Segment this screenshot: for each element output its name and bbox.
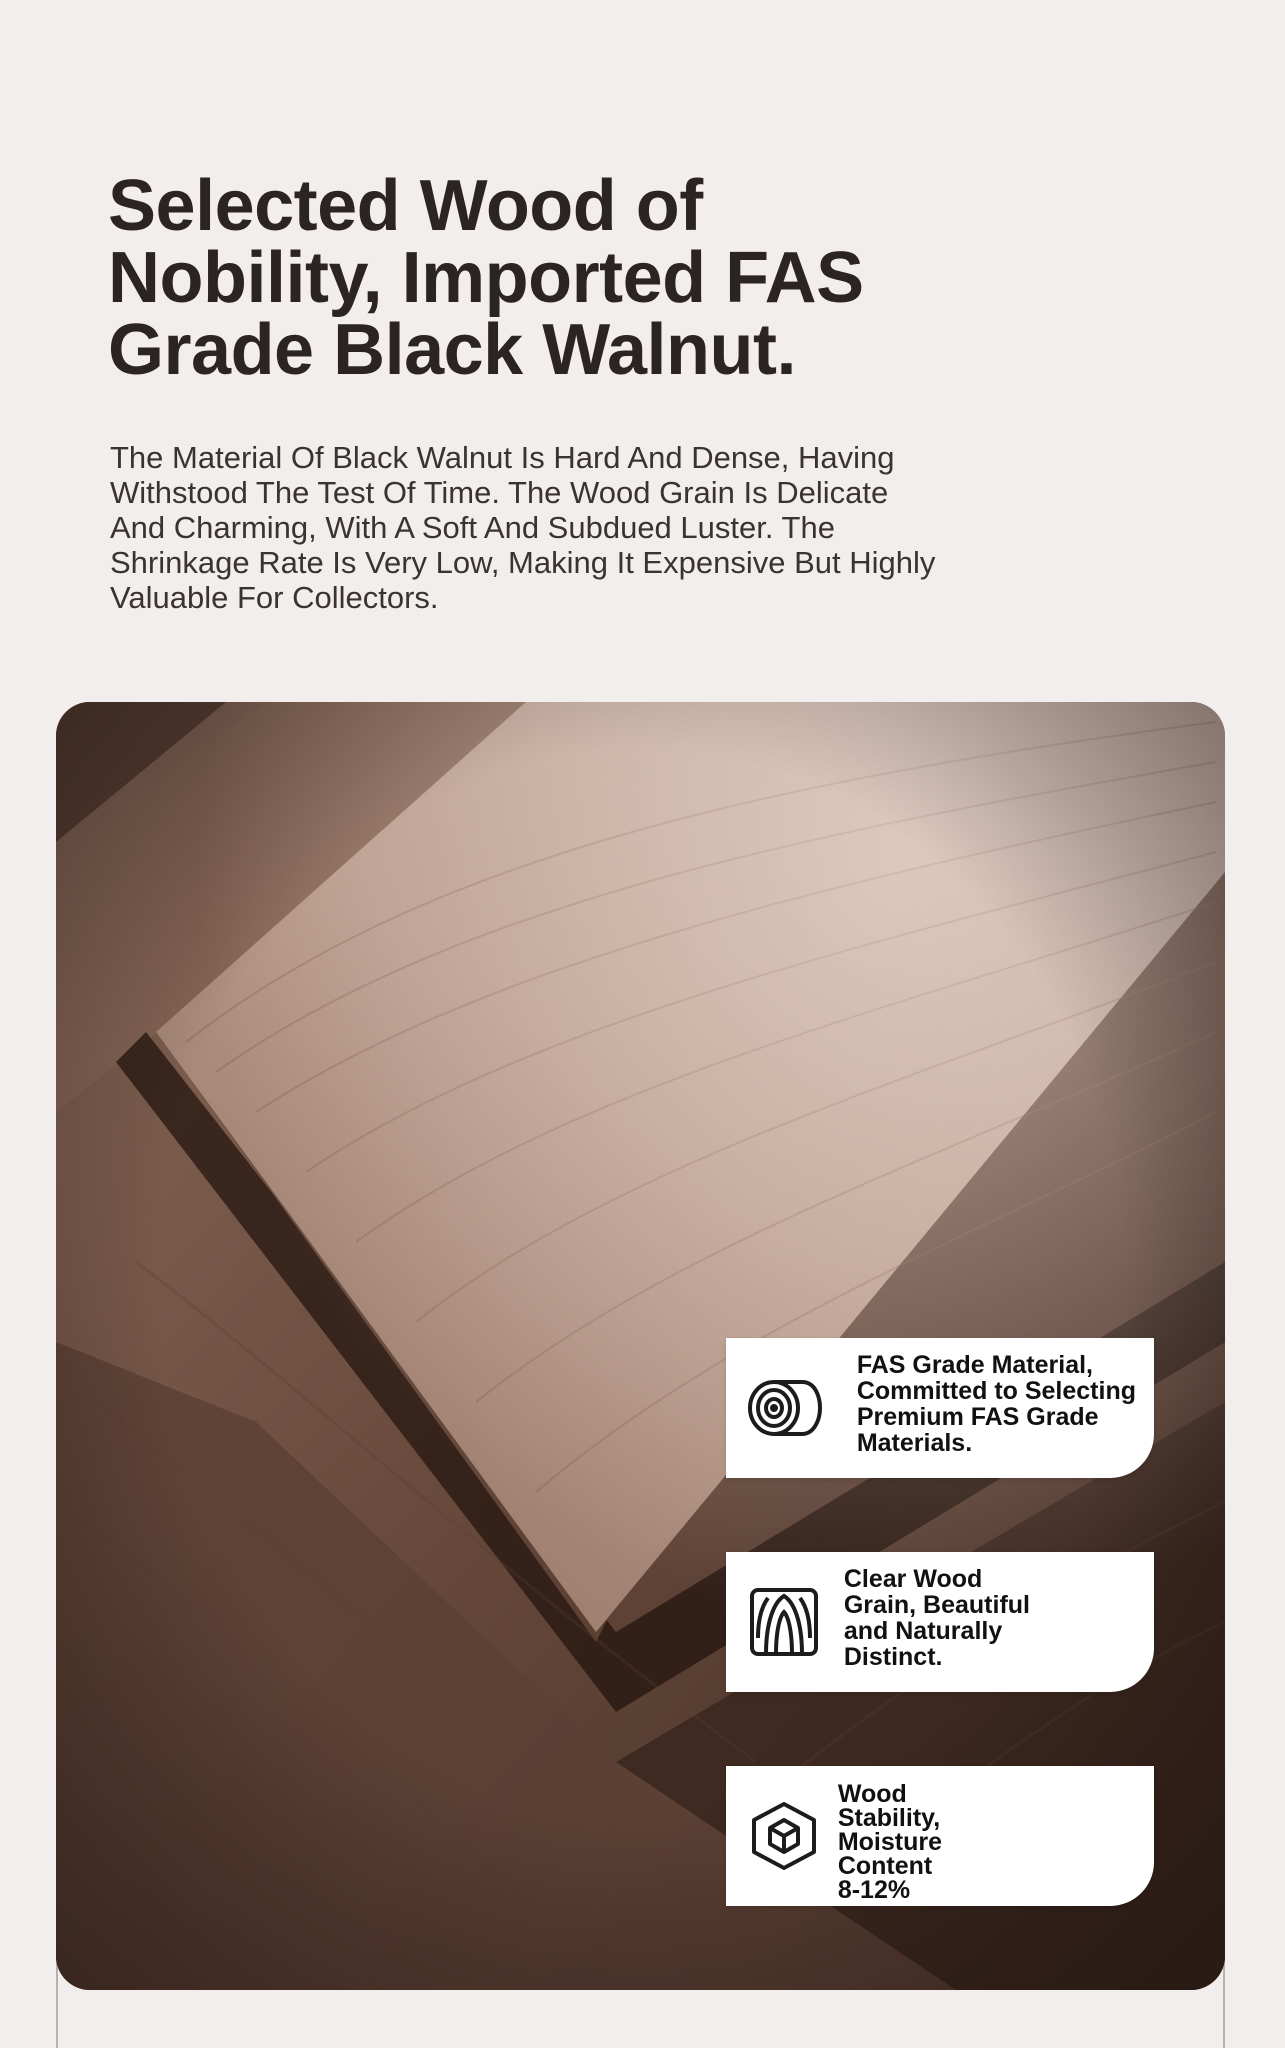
description-line: Shrinkage Rate Is Very Low, Making It Expensive But Highly	[110, 545, 936, 580]
feature-text	[838, 1782, 942, 1902]
cube-stability-icon	[744, 1796, 824, 1876]
headline-line: Nobility, Imported FAS	[108, 238, 864, 318]
feature-line: Distinct.	[843, 1643, 943, 1671]
description-line: Valuable For Collectors.	[110, 580, 439, 615]
feature-line: Clear Wood	[843, 1565, 983, 1593]
product-description	[110, 440, 1050, 615]
feature-line: and Naturally	[843, 1617, 1003, 1645]
page-headline	[108, 166, 968, 390]
headline-line: Selected Wood of	[108, 166, 703, 246]
feature-line: FAS Grade Material,	[856, 1351, 1094, 1379]
wood-grain-icon	[744, 1582, 824, 1662]
feature-line: Committed to Selecting	[856, 1377, 1136, 1405]
description-line: The Material Of Black Walnut Is Hard And Dense, Having	[110, 440, 895, 475]
description-line: And Charming, With A Soft And Subdued Luster. The	[110, 510, 835, 545]
feature-text	[857, 1352, 1136, 1456]
feature-card-fas-grade	[726, 1338, 1154, 1478]
feature-line: Materials.	[856, 1429, 973, 1457]
log-cross-section-icon	[744, 1368, 824, 1448]
feature-line: Stability,	[837, 1804, 941, 1832]
feature-card-wood-grain	[726, 1552, 1154, 1692]
feature-line: Grain, Beautiful	[843, 1591, 1030, 1619]
description-line: Withstood The Test Of Time. The Wood Grain Is Delicate	[110, 475, 889, 510]
headline-line: Grade Black Walnut.	[108, 310, 796, 390]
feature-text	[844, 1566, 1030, 1670]
feature-line: Premium FAS Grade	[856, 1403, 1099, 1431]
feature-card-stability	[726, 1766, 1154, 1906]
feature-line: Wood	[837, 1780, 907, 1808]
feature-line: Content	[837, 1852, 933, 1880]
feature-line: 8-12%	[837, 1876, 911, 1904]
feature-line: Moisture	[837, 1828, 942, 1856]
